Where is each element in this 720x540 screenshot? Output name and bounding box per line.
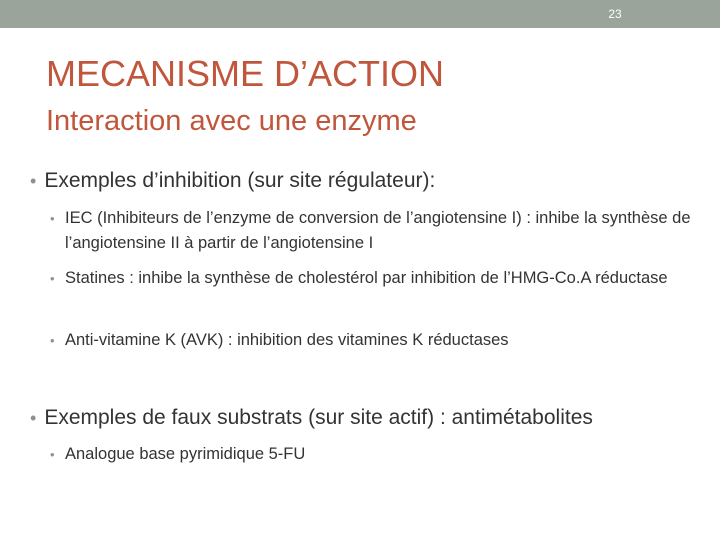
sub-bullet-iec	[50, 206, 710, 256]
sub-bullet-5fu	[50, 442, 710, 467]
bullet-inhibition-text: Exemples d’inhibition (sur site régulateur):	[44, 169, 436, 192]
bullet-faux-substrats-text: Exemples de faux substrats (sur site actif) : antimétabolites	[44, 406, 593, 429]
slide-number: 23	[608, 7, 622, 21]
sub-bullet-statines-text: Statines : inhibe la synthèse de cholestérol par inhibition de l’HMG-Co.A réductase	[65, 269, 668, 287]
slide-subtitle: Interaction avec une enzyme	[46, 105, 417, 137]
sub-bullet-avk-text: Anti-vitamine K (AVK) : inhibition des vitamines K réductases	[65, 331, 509, 349]
slide-title: MECANISME D’ACTION	[46, 53, 445, 94]
sub-bullet-iec-text: IEC (Inhibiteurs de l’enzyme de conversion de l’angiotensine I) : inhibe la synthèse de l’angiotensine II à partir de l’angiotensine I	[65, 209, 691, 252]
sub-bullet-marker: •	[50, 271, 55, 286]
sub-bullet-avk	[50, 328, 710, 353]
sub-bullet-statines	[50, 266, 710, 291]
bullet-marker: •	[30, 408, 37, 428]
bullet-marker: •	[30, 171, 37, 191]
bullet-inhibition	[30, 168, 435, 194]
sub-bullet-marker: •	[50, 447, 55, 462]
sub-bullet-marker: •	[50, 333, 55, 348]
sub-bullet-marker: •	[50, 211, 55, 226]
sub-bullet-5fu-text: Analogue base pyrimidique 5-FU	[65, 445, 306, 463]
bullet-faux-substrats	[30, 405, 593, 431]
